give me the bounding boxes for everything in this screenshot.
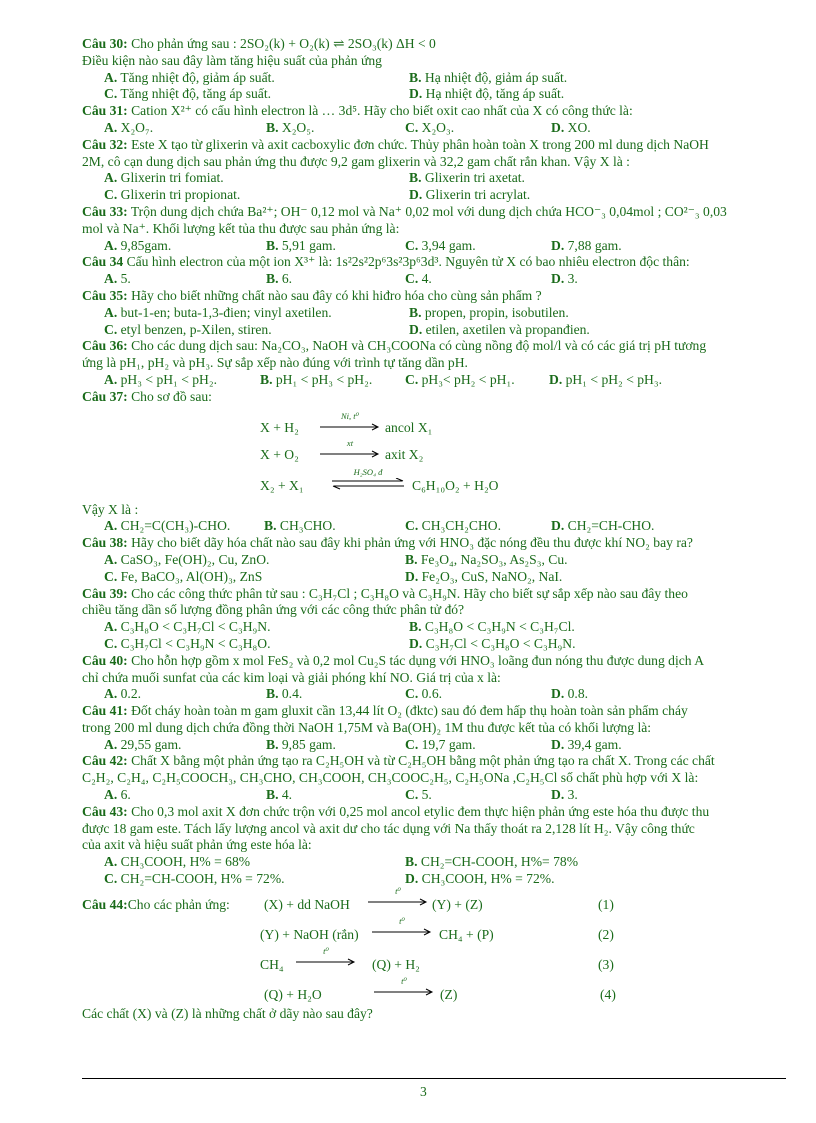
arrow-right-icon: Ni, t⁰: [320, 422, 380, 432]
option-d[interactable]: D. Fe₂O₃, CuS, NaNO₂, NaI.: [405, 568, 563, 584]
question-35: Câu 35: Hãy cho biết những chất nào sau đây có khi hiđro hóa cho cùng sản phẩm ?: [82, 287, 542, 303]
document-page: [82, 36, 782, 1023]
question-37-line2: Vậy X là :: [82, 501, 139, 517]
option-b[interactable]: B. 9,85 gam.: [266, 736, 336, 752]
question-31: Câu 31: Cation X²⁺ có cấu hình electron là … 3d⁵. Hãy cho biết oxit cao nhất của X có công thức là:: [82, 103, 633, 119]
question-36: Câu 36: Cho các dung dịch sau: Na₂CO₃, NaOH và CH₃COONa có cùng nồng độ mol/l và có các giá trị pH tương: [82, 338, 707, 354]
option-c[interactable]: C. 3,94 gam.: [405, 237, 476, 253]
question-41: Câu 41: Đốt cháy hoàn toàn m gam gluxit cần 13,44 lít O₂ (đktc) sau đó đem hấp thụ hoàn toàn sản phẩm cháy: [82, 703, 688, 719]
reaction-44-3: CH₄ t⁰ (Q) + H₂ (3): [260, 945, 614, 972]
option-c[interactable]: C. Glixerin tri propionat.: [104, 187, 241, 203]
option-b[interactable]: B. CH₂=CH-COOH, H%= 78%: [405, 854, 579, 870]
question-32: Câu 32: Este X tạo từ glixerin và axit cacboxylic đơn chức. Thủy phân hoàn toàn X trong 200 ml dung dịch NaOH: [82, 136, 709, 152]
option-a[interactable]: A. 0.2.: [104, 686, 142, 702]
option-b[interactable]: B. X₂O₅.: [266, 119, 315, 135]
option-a[interactable]: A. CH₂=C(CH₃)-CHO.: [104, 518, 231, 534]
question-39-line2: chiều tăng dần số lượng đồng phân ứng với các công thức phân tử đó?: [82, 602, 465, 618]
option-b[interactable]: B. C₃H₈O < C₃H₉N < C₃H₇Cl.: [409, 619, 575, 635]
question-35-options-row2: [82, 322, 782, 339]
question-36-options: [82, 372, 782, 389]
question-32-options-row1: [82, 170, 782, 187]
question-33-options: [82, 238, 782, 255]
question-36-line2: ứng là pH₁, pH₂ và pH₃. Sự sắp xếp nào đúng với trình tự tăng dần pH.: [82, 355, 468, 371]
question-37: Câu 37: Cho sơ đồ sau:: [82, 388, 212, 404]
footer-rule: [82, 1078, 786, 1079]
reaction-3: X₂ + X₁ H₂SO₄ đ C₆H₁₀O₂ + H₂O: [260, 466, 499, 493]
question-35-options-row1: [82, 305, 782, 322]
question-39-options-row2: [82, 636, 782, 653]
question-42-options: [82, 787, 782, 804]
option-b[interactable]: B. Hạ nhiệt độ, giảm áp suất.: [409, 69, 568, 85]
option-c[interactable]: C. Tăng nhiệt độ, tăng áp suất.: [104, 86, 272, 102]
question-32-line2: 2M, cô cạn dung dịch sau phản ứng thu được 9,2 gam glixerin và 32,2 gam chất rắn khan. Vậy X là :: [82, 153, 630, 169]
page-number: 3: [420, 1084, 427, 1099]
question-40-line2: chỉ chứa muối sunfat của các kim loại và giải phóng khí NO. Giá trị của x là:: [82, 669, 501, 685]
question-39: Câu 39: Cho các công thức phân tử sau : C₃H₇Cl ; C₃H₈O và C₃H₉N. Hãy cho biết sự sắp xếp nào sau đây theo: [82, 585, 688, 601]
option-d[interactable]: D. pH₁ < pH₂ < pH₃.: [549, 371, 663, 387]
option-b[interactable]: B. Glixerin tri axetat.: [409, 170, 525, 186]
option-c[interactable]: C. 0.6.: [405, 686, 443, 702]
option-b[interactable]: B. CH₃CHO.: [264, 518, 336, 534]
option-c[interactable]: C. 19,7 gam.: [405, 736, 476, 752]
question-44-line2: Các chất (X) và (Z) là những chất ở dãy nào sau đây?: [82, 1005, 373, 1021]
option-a[interactable]: A. C₃H₈O < C₃H₇Cl < C₃H₉N.: [104, 619, 271, 635]
question-43-options-row1: [82, 854, 782, 871]
arrow-right-icon: t⁰: [374, 987, 434, 997]
arrow-right-icon: t⁰: [372, 927, 432, 937]
question-30-options-row1: [82, 70, 782, 87]
question-41-line2: trong 200 ml dung dịch chứa đồng thời NaOH 1,75M và Ba(OH)₂ 1M thu được kết tủa có khối lượng là:: [82, 719, 652, 735]
question-40: Câu 40: Cho hỗn hợp gồm x mol FeS₂ và 0,2 mol Cu₂S tác dụng với HNO₃ loãng đun nóng thu được dung dịch A: [82, 652, 705, 668]
option-a[interactable]: A. 29,55 gam.: [104, 736, 182, 752]
reaction-1: X + H₂ Ni, t⁰ ancol X₁: [260, 410, 433, 435]
option-c[interactable]: C. 4.: [405, 271, 432, 287]
question-34-options: [82, 271, 782, 288]
option-d[interactable]: D. C₃H₇Cl < C₃H₈O < C₃H₉N.: [409, 635, 576, 651]
option-c[interactable]: C. pH₃< pH₂ < pH₁.: [405, 371, 515, 387]
option-d[interactable]: D. Glixerin tri acrylat.: [409, 187, 531, 203]
option-c[interactable]: C. X₂O₃.: [405, 119, 455, 135]
question-30-line2: Điều kiện nào sau đây làm tăng hiệu suất của phản ứng: [82, 52, 382, 68]
question-33: Câu 33: Trộn dung dịch chứa Ba²⁺; OH⁻ 0,12 mol và Na⁺ 0,02 mol với dung dịch chứa HCO⁻₃ 0,04mol ; CO²⁻₃ 0,03: [82, 203, 727, 219]
arrow-right-icon: t⁰: [368, 897, 428, 907]
question-42-line2: C₂H₂, C₂H₄, C₂H₅COOCH₃, CH₃CHO, CH₃COOH, CH₃COOC₂H₅, C₂H₅ONa ,C₂H₅Cl số chất phù hợp với X là:: [82, 770, 699, 786]
question-43-options-row2: [82, 871, 782, 888]
option-d[interactable]: D. 7,88 gam.: [551, 237, 622, 253]
option-d[interactable]: D. CH₃COOH, H% = 72%.: [405, 871, 555, 887]
option-b[interactable]: B. Fe₃O₄, Na₂SO₃, As₂S₃, Cu.: [405, 551, 568, 567]
option-c[interactable]: C. C₃H₇Cl < C₃H₉N < C₃H₈O.: [104, 635, 271, 651]
option-a[interactable]: A. CaSO₃, Fe(OH)₂, Cu, ZnO.: [104, 551, 270, 567]
question-38-options-row2: [82, 569, 782, 586]
option-d[interactable]: D. etilen, axetilen và propanđien.: [409, 321, 590, 337]
option-b[interactable]: B. 4.: [266, 787, 293, 803]
option-c[interactable]: C. Fe, BaCO₃, Al(OH)₃, ZnS: [104, 568, 263, 584]
reaction-2: X + O₂ xt axit X₂: [260, 437, 424, 462]
option-a[interactable]: A. X₂O₇.: [104, 119, 154, 135]
option-b[interactable]: B. 6.: [266, 271, 293, 287]
question-38-options-row1: [82, 552, 782, 569]
question-39-options-row1: [82, 619, 782, 636]
question-42: Câu 42: Chất X bằng một phản ứng tạo ra C₂H₅OH và từ C₂H₅OH bằng một phản ứng tạo ra chất X. Trong các chất: [82, 753, 715, 769]
option-d[interactable]: D. 3.: [551, 271, 578, 287]
option-b[interactable]: B. 5,91 gam.: [266, 237, 336, 253]
question-41-options: [82, 737, 782, 754]
arrow-right-icon: xt: [320, 449, 380, 459]
option-a[interactable]: A. pH₃ < pH₁ < pH₂.: [104, 371, 218, 387]
option-d[interactable]: D. 39,4 gam.: [551, 736, 622, 752]
option-d[interactable]: D. 0.8.: [551, 686, 589, 702]
question-43-line2: được 18 gam este. Tách lấy lượng ancol và axit dư cho tác dụng với Na thấy thoát ra 2,128 lít H₂. Vậy công thức: [82, 820, 695, 836]
question-43-line3: của axit và hiệu suất phản ứng este hóa là:: [82, 837, 312, 853]
option-d[interactable]: D. Hạ nhiệt độ, tăng áp suất.: [409, 86, 565, 102]
option-a[interactable]: A. 9,85gam.: [104, 237, 172, 253]
reaction-44-4: (Q) + H₂O t⁰ (Z) (4): [264, 975, 616, 1002]
option-c[interactable]: C. 5.: [405, 787, 432, 803]
option-d[interactable]: D. 3.: [551, 787, 578, 803]
option-a[interactable]: A. but-1-en; buta-1,3-đien; vinyl axetilen.: [104, 304, 332, 320]
option-a[interactable]: A. Tăng nhiệt độ, giảm áp suất.: [104, 69, 275, 85]
option-b[interactable]: B. propen, propin, isobutilen.: [409, 304, 569, 320]
option-c[interactable]: C. CH₃CH₂CHO.: [405, 518, 501, 534]
question-44: Câu 44: Cho các phản ứng: (X) + dd NaOH t⁰ (Y) + (Z) (1): [82, 885, 614, 912]
option-b[interactable]: B. pH₁ < pH₃ < pH₂.: [260, 371, 373, 387]
option-a[interactable]: A. CH₃COOH, H% = 68%: [104, 854, 251, 870]
option-c[interactable]: C. etyl benzen, p-Xilen, stiren.: [104, 321, 272, 337]
option-b[interactable]: B. 0.4.: [266, 686, 303, 702]
question-32-options-row2: [82, 187, 782, 204]
option-c[interactable]: C. CH₂=CH-COOH, H% = 72%.: [104, 871, 285, 887]
question-30: Câu 30: Cho phản ứng sau : 2SO₂(k) + O₂(k) ⇌ 2SO₃(k) ΔH < 0: [82, 36, 436, 51]
reaction-44-2: (Y) + NaOH (rắn) t⁰ CH₄ + (P) (2): [260, 915, 614, 942]
option-d[interactable]: D. XO.: [551, 119, 591, 135]
option-a[interactable]: A. Glixerin tri fomiat.: [104, 170, 224, 186]
question-33-line2: mol và Na⁺. Khối lượng kết tủa thu được sau phản ứng là:: [82, 220, 400, 236]
option-a[interactable]: A. 5.: [104, 271, 131, 287]
arrow-right-icon: t⁰: [296, 957, 356, 967]
option-a[interactable]: A. 6.: [104, 787, 131, 803]
question-31-options: [82, 120, 782, 137]
question-40-options: [82, 686, 782, 703]
equilibrium-arrow-icon: H₂SO₄ đ: [332, 478, 404, 488]
question-30-options-row2: [82, 86, 782, 103]
question-43: Câu 43: Cho 0,3 mol axit X đơn chức trộn với 0,25 mol ancol etylic đem thực hiện phản ứng este hóa thu được thu: [82, 803, 710, 819]
question-37-options: [82, 518, 782, 535]
question-38: Câu 38: Hãy cho biết dãy hóa chất nào sau đây khi phản ứng với HNO₃ đặc nóng đều thu được khí NO₂ bay ra?: [82, 535, 693, 551]
question-34: Câu 34 Cấu hình electron của một ion X³⁺ là: 1s²2s²2p⁶3s²3p⁶3d³. Nguyên tử X có bao nhiêu electron độc thân:: [82, 254, 690, 270]
option-d[interactable]: D. CH₂=CH-CHO.: [551, 518, 655, 534]
